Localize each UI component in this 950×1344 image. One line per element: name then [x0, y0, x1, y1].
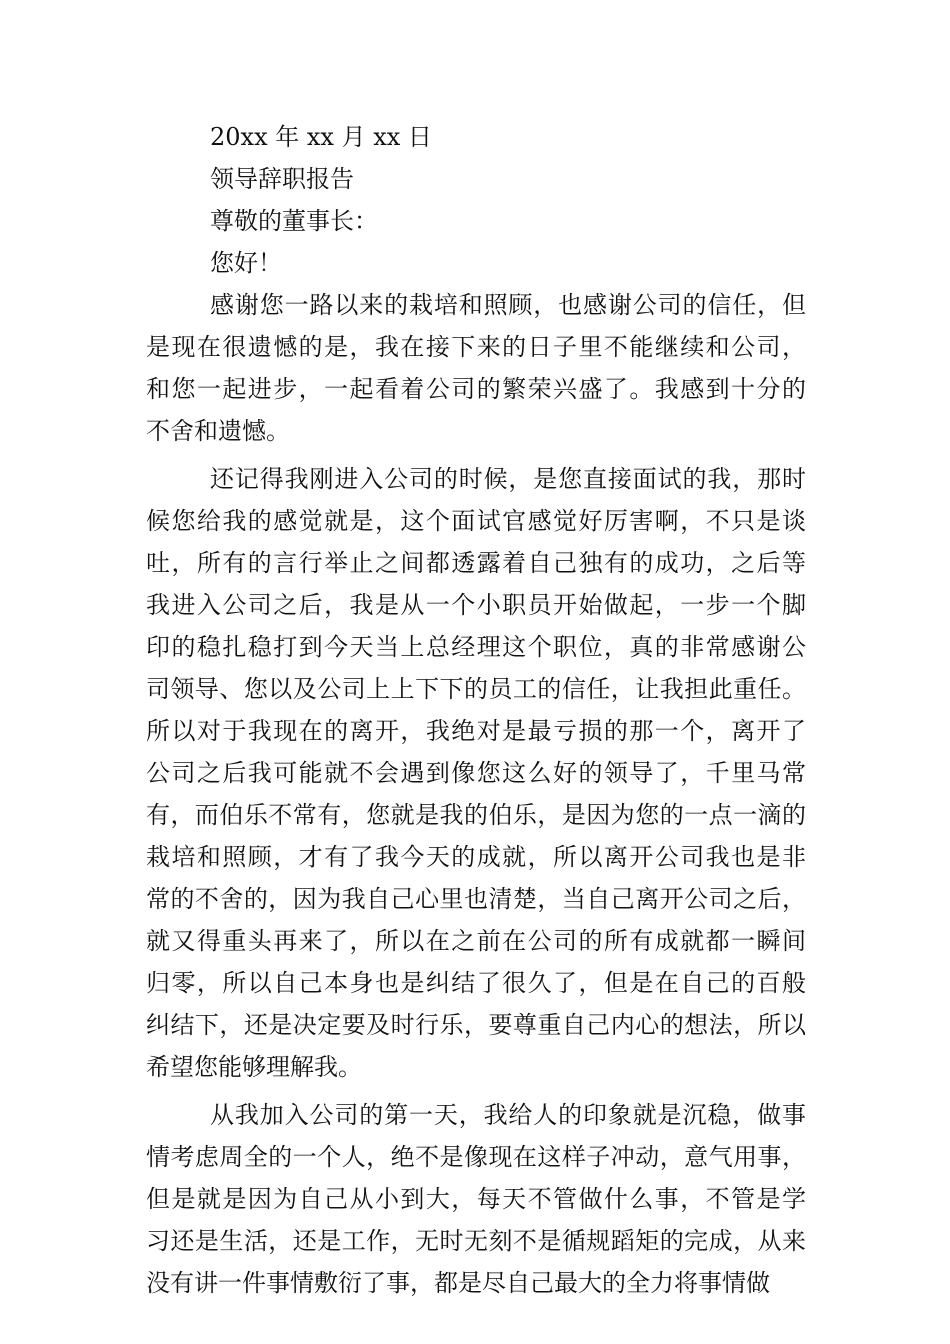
paragraph-line: 和您一起进步，一起看着公司的繁荣兴盛了。我感到十分的 [146, 375, 806, 403]
paragraph-line: 有，而伯乐不常有，您就是我的伯乐，是因为您的一点一滴的 [146, 801, 806, 829]
paragraph-line: 没有讲一件事情敷衍了事，都是尽自己最大的全力将事情做 [146, 1269, 770, 1297]
paragraph [146, 1094, 806, 1304]
paragraph-line: 候您给我的感觉就是，这个面试官感觉好厉害啊，不只是谈 [146, 507, 806, 535]
paragraph-line: 常的不舍的，因为我自己心里也清楚，当自己离开公司之后， [146, 885, 806, 913]
salutation: 尊敬的董事长： [210, 207, 378, 235]
document-date: 20xx 年 xx 月 xx 日 [210, 123, 432, 151]
paragraph-line: 司领导、您以及公司上上下下的员工的信任，让我担此重任。 [146, 675, 806, 703]
paragraph-line: 所以对于我现在的离开，我绝对是最亏损的那一个，离开了 [146, 717, 806, 745]
paragraph-line: 纠结下，还是决定要及时行乐，要尊重自己内心的想法，所以 [146, 1011, 806, 1039]
paragraphs [146, 284, 806, 1304]
paragraph-line: 情考虑周全的一个人，绝不是像现在这样子冲动，意气用事， [146, 1143, 806, 1171]
paragraph [146, 284, 806, 452]
paragraph-line: 从我加入公司的第一天，我给人的印象就是沉稳，做事 [210, 1101, 806, 1129]
paragraph-line: 但是就是因为自己从小到大，每天不管做什么事，不管是学 [146, 1185, 806, 1213]
paragraph-line: 感谢您一路以来的栽培和照顾，也感谢公司的信任，但 [210, 291, 806, 319]
greeting: 您好！ [210, 249, 282, 277]
paragraph-line: 归零，所以自己本身也是纠结了很久了，但是在自己的百般 [146, 969, 806, 997]
paragraph-line: 印的稳扎稳打到今天当上总经理这个职位，真的非常感谢公 [146, 633, 806, 661]
paragraph-line: 还记得我刚进入公司的时候，是您直接面试的我，那时 [210, 465, 806, 493]
document-title: 领导辞职报告 [210, 165, 354, 193]
paragraph-line: 栽培和照顾，才有了我今天的成就，所以离开公司我也是非 [146, 843, 806, 871]
paragraph-line: 我进入公司之后，我是从一个小职员开始做起，一步一个脚 [146, 591, 806, 619]
document-body [146, 116, 806, 1310]
paragraph-line: 不舍和遗憾。 [146, 417, 290, 445]
paragraph-line: 希望您能够理解我。 [146, 1053, 362, 1081]
paragraph-line: 吐，所有的言行举止之间都透露着自己独有的成功，之后等 [146, 549, 806, 577]
paragraph-line: 习还是生活，还是工作，无时无刻不是循规蹈矩的完成，从来 [146, 1227, 806, 1255]
paragraph-line: 公司之后我可能就不会遇到像您这么好的领导了，千里马常 [146, 759, 806, 787]
paragraph-line: 就又得重头再来了，所以在之前在公司的所有成就都一瞬间 [146, 927, 806, 955]
paragraph-line: 是现在很遗憾的是，我在接下来的日子里不能继续和公司， [146, 333, 806, 361]
paragraph [146, 458, 806, 1088]
